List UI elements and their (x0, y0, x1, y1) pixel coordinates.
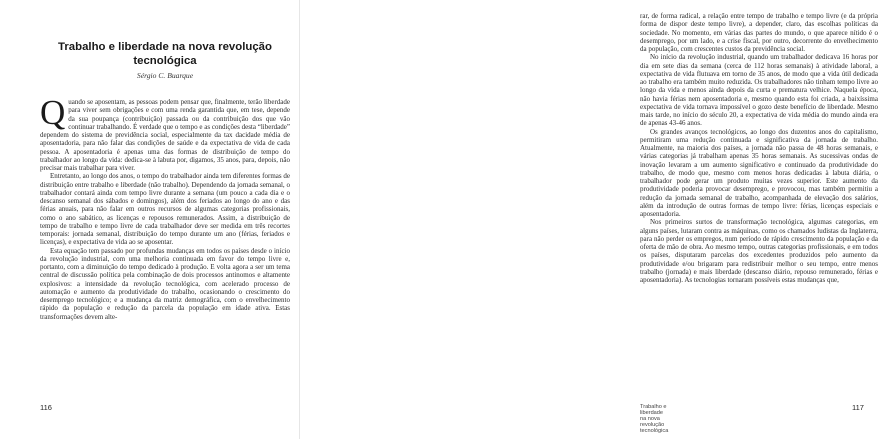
left-paragraph-1 (40, 93, 290, 172)
right-paragraph-4: Nos primeiros surtos de transformação tecnológica, algumas categorias, em alguns países, lutaram contra as máquinas, como os chamados ludistas da Inglaterra, para não perder os empregos, num período de rápido crescimento da população e da oferta de mão de obra. Ao mesmo tempo, outras categorias profissionais, e em todos os países, disputaram parcelas dos excedentes produzidos pelo aumento da produtividade e/ou brigaram para redistribuir melhor o seu tempo, entre menos trabalho (jornada) e mais liberdade (descanso diário, repouso remunerado, férias e aposentadoria). As tecnologias tornaram possíveis estas mudanças que, (640, 218, 878, 284)
right-paragraph-3: Os grandes avanços tecnológicos, ao longo dos duzentos anos do capitalismo, permitiram uma redução continuada e significativa da jornada de trabalho. Atualmente, na maioria dos países, a jornada não passa de 48 horas semanais, e várias categorias já trabalham apenas 35 horas semanais. As sucessivas ondas de inovação levaram a um aumento significativo e continuado da produtividade do trabalho, de modo que, mesmo com menos horas dedicadas à labuta diária, o trabalhador pode gerar um produto muitas vezes superior. Este aumento da produtividade poderia provocar desemprego, e provocou, mas também permitiu a redução da jornada semanal de trabalho, acompanhada de elevação dos salários, além da introdução de outras formas de tempo livre: férias, licenças especiais e aposentadoria. (640, 127, 878, 218)
page-number-right: 117 (852, 403, 864, 412)
article-author: Sérgio C. Buarque (136, 71, 194, 80)
right-page-body (640, 12, 878, 284)
drop-cap: Q (40, 93, 66, 132)
left-paragraph-3: Esta equação tem passado por profundas mudanças em todos os países desde o início da revolução industrial, com uma melhoria continuada em favor do tempo livre e, portanto, com a diminuição do tempo dedicado à produção. E volta agora a ser um tema central de discussão política pela combinação de dois processos antinomos e altamente explosivos: a intensidade da revolução tecnológica, com acelerado processo de automação e aumento da produtividade do trabalho, ocasionando o crescimento do desemprego tecnológico; e a mudança da matriz demográfica, com o envelhecimento rápido da população e redução da parcela da população em idade ativa. Estas transformações devem alte- (40, 246, 290, 321)
right-paragraph-2: No início da revolução industrial, quando um trabalhador dedicava 16 horas por dia em sete dias da semana (cerca de 112 horas semanais) à atividade laboral, a expectativa de vida flutuava em torno de 35 anos, de modo que a vida útil dedicada ao trabalho era também muito reduzida. Os trabalhadores não tinham tempo livre ao longo da vida e menos ainda depois da curta e prematura velhice. Naquela época, não havia férias nem aposentadoria e, mesmo quando esta foi criada, a baixíssima expectativa de vida tornava impossível o gozo deste benefício de liberdade. Mesmo mais tarde, no início do século 20, a expectativa de vida média do mundo ainda era de apenas 43-46 anos. (640, 53, 878, 128)
running-footer: Trabalho e liberdade na nova revolução tecnológica (640, 404, 669, 434)
right-paragraph-1: rar, de forma radical, a relação entre tempo de trabalho e tempo livre (e da própria forma de dispor deste tempo livre), a depender, claro, das escolhas políticas da sociedade. No momento, em várias das partes do mundo, o que aparece nítido é o desemprego, por um lado, e a crise fiscal, por outro, decorrente do envelhecimento da população, com crescentes custos da previdência social. (640, 12, 878, 53)
left-page-body (40, 93, 290, 321)
right-page (300, 0, 878, 439)
left-page (0, 0, 300, 439)
left-paragraph-1-text: uando se aposentam, as pessoas podem pensar que, finalmente, terão liberdade para viver sem obrigações e com uma renda garantida que, em tese, depende da sua poupança (contribuição) passada ou da contribuição dos que vão continuar trabalhando. É verdade que o tempo e as condições desta “liberdade” dependem do sistema de previdência social, especialmente da tax dacidade média de aposentadoria, para não falar das condições de saúde e da expectativa de vida de cada pessoa. A aposentadoria é apenas uma das formas de distribuição de tempo do trabalhador ao longo da vida: dedica-se à labuta por, digamos, 35 anos, para, depois, não precisar mais trabalhar para viver. (40, 98, 290, 172)
article-title: Trabalho e liberdade na nova revolução tecnológica (58, 41, 272, 67)
left-paragraph-2: Entretanto, ao longo dos anos, o tempo do trabalhador ainda tem diferentes formas de distribuição entre trabalho e liberdade (não trabalho). Dependendo da jornada semanal, o trabalhador contará ainda com tempo livre durante a semana (um pouco a cada dia e o descanso semanal dos sábados e domingos), além dos feriados ao longo do ano e das férias anuais, para não falar em outros recursos de algumas categorias profissionais, como o ano sabático, as licenças e repousos remunerados. Assim, a distribuição de tempo de trabalho e tempo livre de cada trabalhador deve ser medida em três recortes temporais: jornada semanal, distribuição do tempo durante um ano (férias, feriados e licenças), e expectativa de vida ao se aposentar. (40, 172, 290, 247)
page-number-left: 116 (40, 403, 52, 412)
